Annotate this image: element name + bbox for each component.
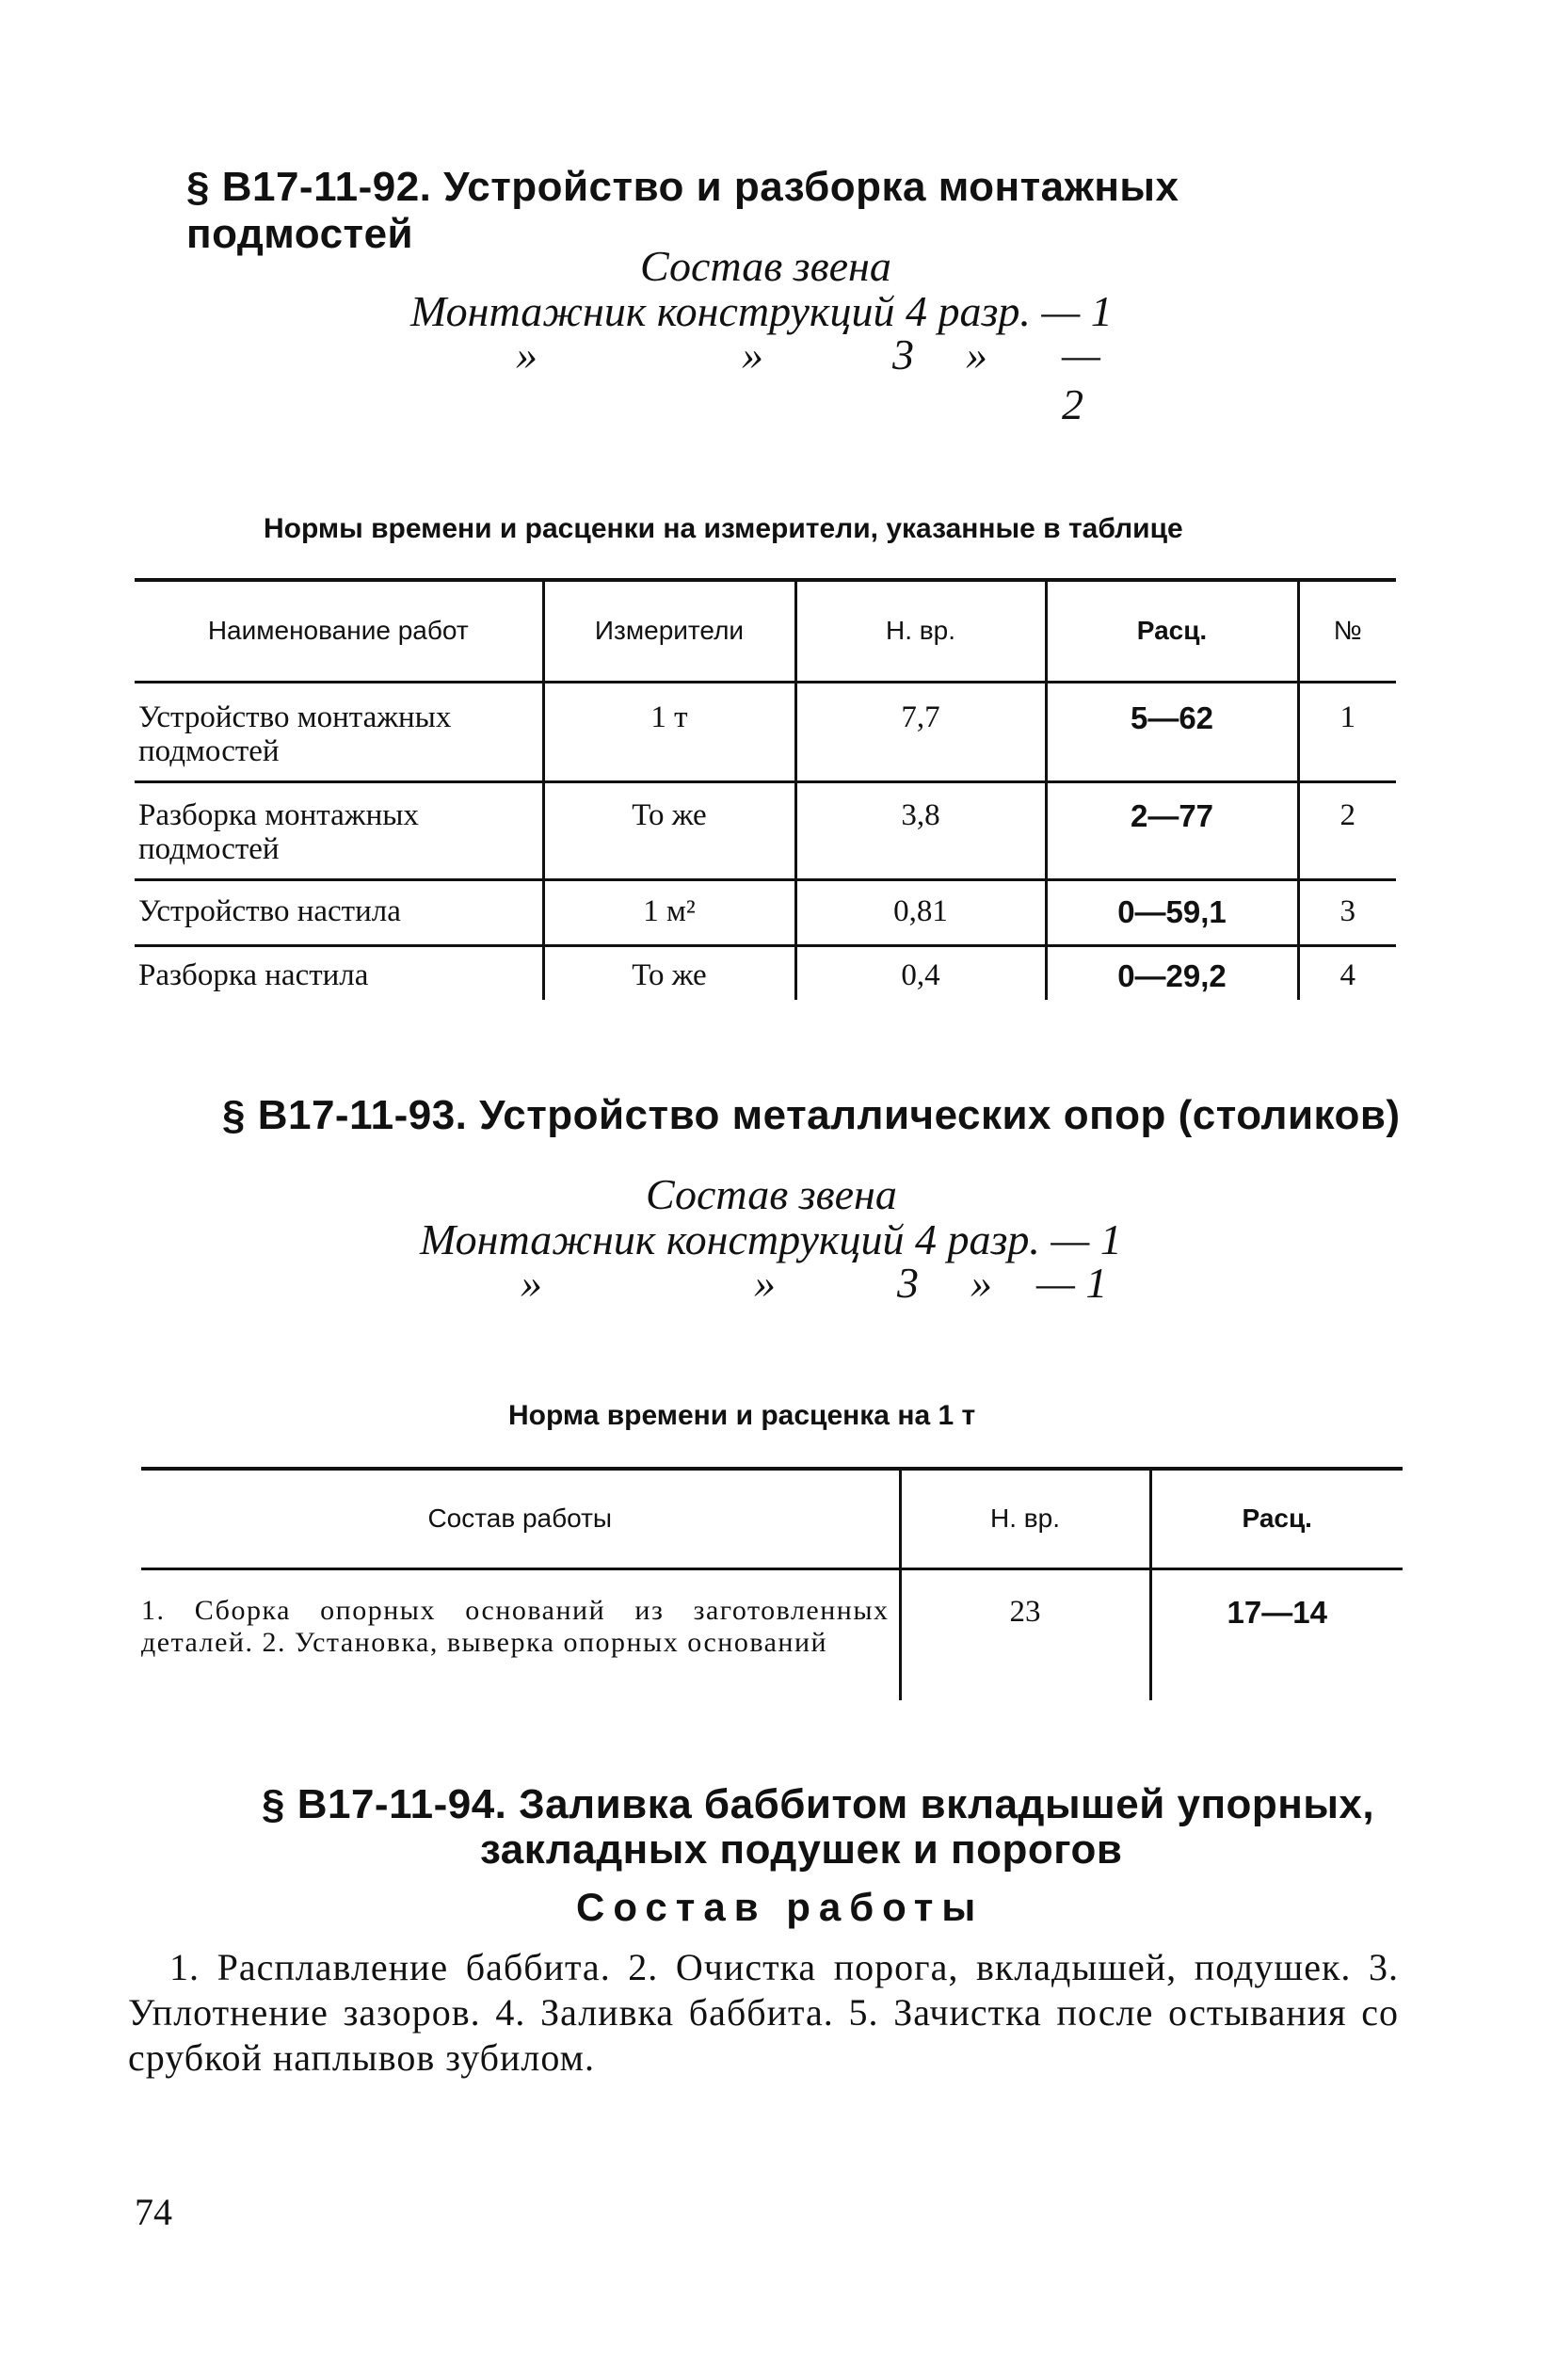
cell-work: 1. Сборка опорных оснований из заготовленных деталей. 2. Установка, выверка опорных оснований — [141, 1568, 900, 1700]
col-header-rate: Расц. — [1150, 1469, 1403, 1568]
table-row — [135, 781, 1396, 879]
section-title-b17-11-94: § В17-11-94. Заливка баббитом вкладышей упорных, — [262, 1781, 1375, 1827]
cell-name: Разборка монтажных подмостей — [135, 781, 543, 879]
cell-number: 3 — [1298, 879, 1396, 945]
col-header-name: Наименование работ — [207, 616, 469, 646]
table-row — [135, 879, 1396, 945]
work-norm-table — [141, 1467, 1403, 1700]
cell-norm: 0,81 — [795, 879, 1046, 945]
table-caption: Норма времени и расценка на 1 т — [508, 1400, 976, 1431]
cell-norm: 7,7 — [795, 682, 1046, 781]
crew-title: Состав звена — [646, 1170, 897, 1218]
col-header-rate: Расц. — [1046, 580, 1298, 682]
cell-unit: 1 т — [543, 682, 795, 781]
cell-norm: 23 — [900, 1568, 1150, 1700]
work-composition-text: 1. Расплавление баббита. 2. Очистка порога, вкладышей, подушек. 3. Уплотнение зазоров. 4. Заливка баббита. 5. Зачистка после остывания со срубкой наплывов зубилом. — [128, 1946, 1399, 2079]
table-caption: Нормы времени и расценки на измерители, указанные в таблице — [264, 513, 1183, 544]
cell-number: 1 — [1298, 682, 1396, 781]
cell-name: Разборка настила — [135, 945, 543, 1000]
page-number: 74 — [135, 2191, 172, 2233]
crew-title: Состав звена — [640, 242, 891, 290]
work-composition-title: Состав работы — [576, 1885, 985, 1929]
cell-rate: 2—77 — [1046, 781, 1298, 879]
cell-unit: То же — [543, 781, 795, 879]
crew-line: » » 3 » — 1 — [521, 1259, 1108, 1307]
cell-rate: 17—14 — [1150, 1568, 1403, 1700]
table-row — [135, 682, 1396, 781]
table-row — [141, 1568, 1403, 1700]
crew-line: Монтажник конструкций 4 разр. — 1 — [420, 1215, 1122, 1263]
norms-table — [135, 578, 1396, 1000]
col-header-norm: Н. вр. — [900, 1469, 1150, 1568]
cell-name: Устройство настила — [135, 879, 543, 945]
section-title-b17-11-92: § В17-11-92. Устройство и разборка монтажных подмостей — [186, 164, 1179, 257]
crew-line: Монтажник конструкций 4 разр. — 1 — [410, 287, 1113, 335]
section-title-b17-11-94-line2: закладных подушек и порогов — [480, 1826, 1123, 1873]
section-title-b17-11-93: § В17-11-93. Устройство металлических опор (столиков) — [222, 1092, 1401, 1138]
cell-rate: 5—62 — [1046, 682, 1298, 781]
cell-number: 4 — [1298, 945, 1396, 1000]
crew-line: » » 3 » — 2 — [516, 330, 1100, 428]
col-header-work: Состав работы — [427, 1504, 613, 1534]
cell-norm: 3,8 — [795, 781, 1046, 879]
col-header-number: № — [1298, 580, 1396, 682]
col-header-norm: Н. вр. — [795, 580, 1046, 682]
cell-norm: 0,4 — [795, 945, 1046, 1000]
col-header-unit: Измерители — [543, 580, 795, 682]
cell-unit: 1 м² — [543, 879, 795, 945]
cell-name: Устройство монтажных подмостей — [135, 682, 543, 781]
cell-rate: 0—59,1 — [1046, 879, 1298, 945]
cell-number: 2 — [1298, 781, 1396, 879]
cell-unit: То же — [543, 945, 795, 1000]
table-row — [135, 945, 1396, 1000]
cell-rate: 0—29,2 — [1046, 945, 1298, 1000]
